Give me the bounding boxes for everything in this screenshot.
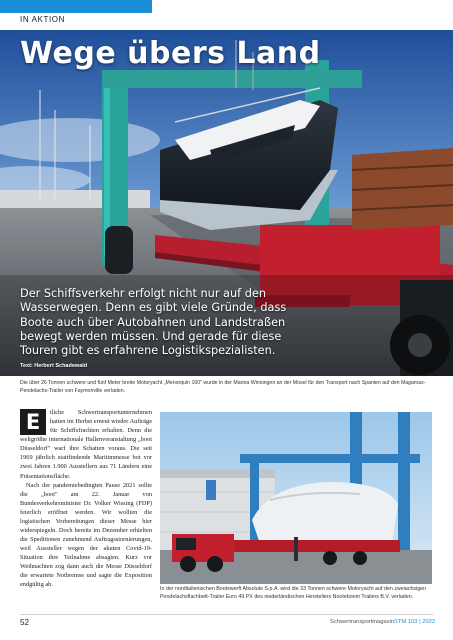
second-photo-caption: In der norditalienischen Bootswerft Absolute S.p.A. wird die 33 Tonnen schwere Motoryacht auf den zweiachsigen Pendelachsflachbett-Trailer Euro 49 PX des niederländischen Herstellers Nooteboom Trailers B.V. verladen. bbox=[160, 586, 427, 600]
article-paragraph: tliche Schwertransportunternehmen hatten im Herbst erneut wieder Aufträge für Schiffsfrachten erhalten. Denn die weltgrößte internationale Hallenveranstaltung „boot Düsseldorf" warf ihre Schatten voraus. Die seit 1969 jährlich stattfindende Maritimmesse bot vor zwei Jahren 1.900 Ausstellern aus 71 Ländern eine Präsentationsfläche. bbox=[20, 409, 152, 480]
footer-divider bbox=[20, 614, 433, 615]
article-body bbox=[20, 408, 152, 590]
article-paragraph: Nach der pandemiebedingten Pause 2021 sollte die „boot" am 22. Januar von Bundesverkehrsminister Dr. Volker Wissing (FDP) feierlich eröffnet werden. Wir wollten die logistischen Vorbereitungen dieser Messe hier widerspiegeln. Doch bereits im Dezember erhielten die Speditionen zunehmend Auftragsstornierungen, weil Aussteller wegen der akuten Covid-19-Situation ihre Teilnahme absagten. Kurz vor Weihnachten zog dann auch die Messe Düsseldorf die erwartete Notbremse und sagte die Exposition endgültig ab. bbox=[20, 481, 152, 589]
section-label: IN AKTION bbox=[20, 15, 65, 24]
article-title: Wege übers Land bbox=[20, 36, 321, 71]
magazine-name: Schwertransportmagazin bbox=[330, 619, 395, 625]
hero-photo bbox=[0, 30, 453, 376]
hero-caption: Die über 26 Tonnen schwere und fünf Meter breite Motoryacht „Menorquin 160" wurde in der Marina Winningen an der Mosel für den Transport nach Spanien auf den Magamax-Pendelachs-Trailer von Faymonville verladen. bbox=[20, 380, 426, 394]
second-photo bbox=[160, 412, 432, 584]
drop-cap: E bbox=[20, 409, 46, 435]
author-credit: Text: Herbert Schadewald bbox=[20, 363, 88, 369]
issue-label: STM 103 | 2022 bbox=[394, 619, 436, 625]
page-number: 52 bbox=[20, 618, 29, 627]
boatyard-loading-image bbox=[160, 412, 432, 584]
article-lead: Der Schiffsverkehr erfolgt nicht nur auf den Wasserwegen. Denn es gibt viele Gründe, dass Boote auch über Autobahnen und Landstraßen bewegt werden müssen. Und gerade für diese Touren gibt es erfahrene Logistikspezialisten. bbox=[20, 287, 287, 358]
section-accent-bar bbox=[0, 0, 152, 13]
